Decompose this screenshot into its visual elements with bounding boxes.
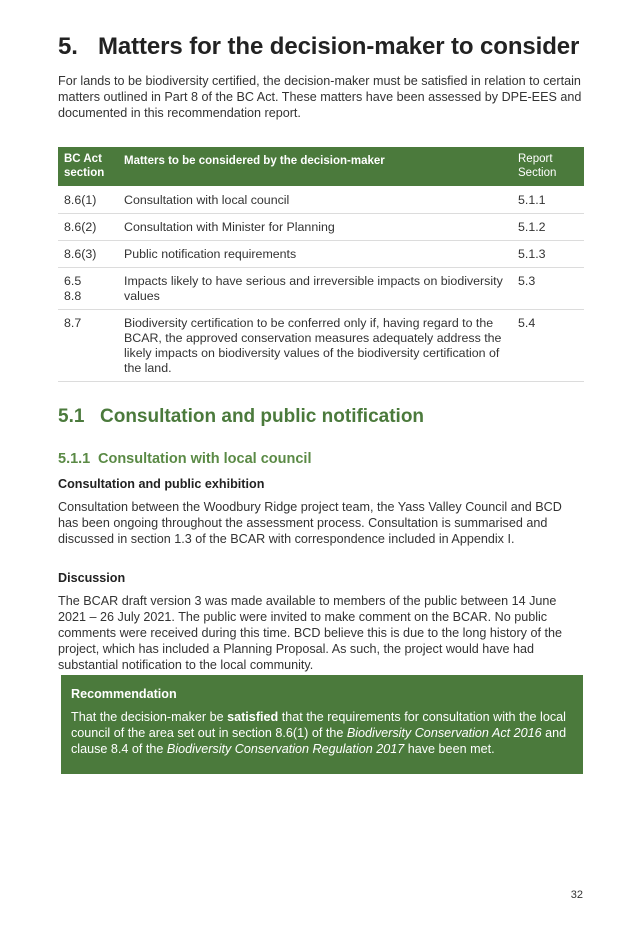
row-section: 8.6(1) [58, 186, 118, 214]
table-row [58, 268, 584, 310]
chapter-title: Matters for the decision-maker to consider [98, 33, 580, 60]
row-section: 6.5 8.8 [58, 268, 118, 310]
rec-text-part: That the decision-maker be [71, 710, 228, 724]
section-title: Consultation and public notification [100, 406, 425, 427]
row-section: 8.6(2) [58, 214, 118, 241]
section-heading-5-1-1 [58, 451, 311, 467]
discussion-paragraph: The BCAR draft version 3 was made available to members of the public between 14 June 2021 – 26 July 2021. The public were invited to make comment on the BCAR. No public comments were received during this time. BCD believe this is due to the long history of the project, which has included a Planning Proposal. As such, the project would have had substantial notification to the local community. [58, 594, 562, 672]
rec-text-part: have been met. [404, 742, 495, 756]
matters-table [58, 147, 584, 382]
subsection-number: 5.1.1 [58, 451, 91, 467]
row-report-section: 5.1.2 [512, 214, 584, 241]
row-matter: Impacts likely to have serious and irreversible impacts on biodiversity values [118, 268, 512, 310]
row-matter: Consultation with Minister for Planning [118, 214, 512, 241]
rec-satisfied-emphasis: satisfied [227, 710, 279, 724]
discussion-label: Discussion [58, 571, 126, 585]
exhibition-paragraph: Consultation between the Woodbury Ridge project team, the Yass Valley Council and BCD has been ongoing throughout the assessment process. Consultation is summarised and discussed in section 1.3 of the BCAR with correspondence included in Appendix I. [58, 500, 562, 546]
row-matter: Biodiversity certification to be conferred only if, having regard to the BCAR, the approved conservation measures adequately address the likely impacts on biodiversity values of the biodiversity certification of the land. [118, 310, 512, 382]
recommendation-text [71, 709, 573, 757]
recommendation-box [61, 675, 583, 774]
table-row [58, 310, 584, 382]
header-matters: Matters to be considered by the decision-maker [118, 147, 512, 186]
chapter-number: 5. [58, 33, 78, 60]
rec-regulation-name: Biodiversity Conservation Regulation 2017 [166, 742, 405, 756]
row-section: 8.7 [58, 310, 118, 382]
row-report-section: 5.4 [512, 310, 584, 382]
row-section: 8.6(3) [58, 241, 118, 268]
row-report-section: 5.1.3 [512, 241, 584, 268]
chapter-heading [58, 33, 584, 61]
recommendation-title: Recommendation [71, 687, 177, 701]
row-matter: Consultation with local council [118, 186, 512, 214]
rec-text-part: and clause 8.4 of the [71, 726, 567, 756]
rec-text-part: that the requirements for consultation with the local council of the area set out in section 8.6(1) of the [71, 710, 566, 740]
table-row [58, 241, 584, 268]
table-header-row [58, 147, 584, 186]
row-report-section: 5.3 [512, 268, 584, 310]
rec-act-name: Biodiversity Conservation Act 2016 [346, 726, 542, 740]
section-heading-5-1 [58, 406, 424, 428]
table-row [58, 214, 584, 241]
row-report-section: 5.1.1 [512, 186, 584, 214]
intro-paragraph: For lands to be biodiversity certified, the decision-maker must be satisfied in relation to certain matters outlined in Part 8 of the BC Act. These matters have been assessed by DPE-EES and documented in this recommendation report. [58, 74, 582, 120]
subsection-title: Consultation with local council [98, 451, 312, 467]
header-bc-act-section: BC Act section [58, 147, 118, 186]
page-number: 32 [570, 889, 583, 901]
exhibition-label: Consultation and public exhibition [58, 477, 265, 491]
row-matter: Public notification requirements [118, 241, 512, 268]
section-number: 5.1 [58, 406, 85, 427]
header-report-section: Report Section [512, 147, 584, 186]
table-row [58, 186, 584, 214]
